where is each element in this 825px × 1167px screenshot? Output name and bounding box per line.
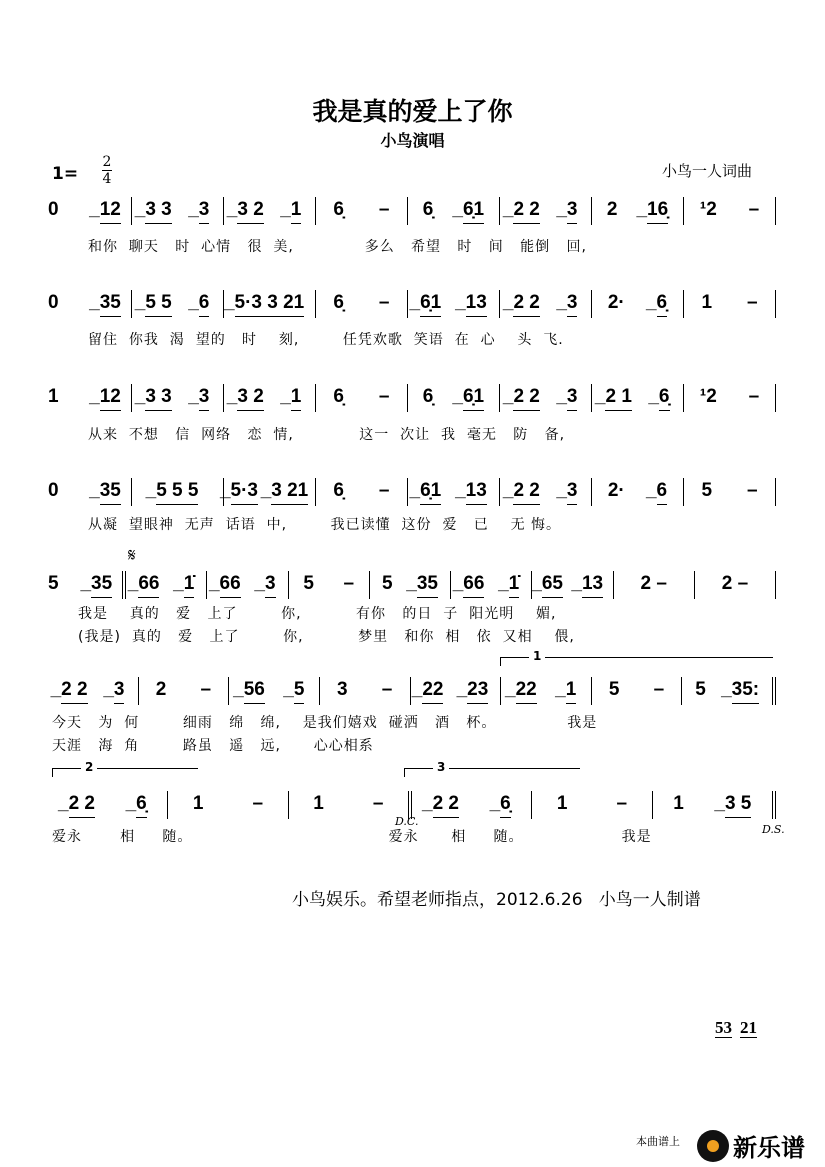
note-group: – (372, 793, 384, 814)
note-group: _5·3 (231, 480, 258, 505)
brand-name: 新乐谱 (733, 1134, 805, 1162)
measure (684, 478, 776, 506)
ending-group: 53 (715, 1018, 732, 1037)
measure (592, 384, 684, 412)
measure (48, 571, 126, 599)
note-group: – (343, 573, 355, 594)
footer-note: 小鸟娱乐。希望老师指点，2012.6.26 小鸟一人制谱 (292, 890, 701, 910)
measure (48, 290, 132, 318)
note-group: 1 (48, 386, 59, 407)
note-group: 2· (607, 480, 625, 501)
lyrics-line: 留住 你我 渴 望的 时 刻, 任凭欢歌 笑语 在 心 头 飞. (88, 332, 564, 348)
note-group: _6̣ (659, 386, 670, 411)
measure (320, 677, 411, 705)
measure (532, 571, 613, 599)
note-group: _1̇ (184, 573, 195, 598)
note-group: _3 21 (271, 480, 308, 505)
note-group: _3 (567, 199, 578, 224)
note-group: _35 (100, 480, 121, 505)
note-group: 3 (336, 679, 348, 700)
composer-credit: 小鸟一人词曲 (662, 162, 753, 180)
measure (695, 571, 776, 599)
volta-2 (52, 760, 198, 777)
note-group: 0 (48, 199, 59, 220)
note-group: 1 (313, 793, 324, 814)
measure (224, 197, 316, 225)
note-group: _3 (199, 386, 210, 411)
meter-top: 2 (102, 154, 112, 170)
note-group: 6̣ (333, 292, 344, 313)
measure (316, 478, 408, 506)
note-group: – (747, 292, 758, 313)
note-group: _6̣ (500, 793, 511, 818)
note-group: _6̣1 (420, 292, 441, 317)
note-group: 0 (48, 292, 59, 313)
note-group: _22 (422, 679, 443, 704)
note-group: _12 (100, 199, 121, 224)
note-group: 1 (556, 793, 568, 814)
note-group: _6 (657, 480, 668, 505)
measure (684, 197, 776, 225)
lyrics-line: (我是) 真的 爱 上了 你, 梦里 和你 相 依 又相 偎, (78, 629, 575, 645)
measure (592, 677, 683, 705)
note-group: _2 2 (513, 480, 539, 505)
note-group: _3 (567, 480, 578, 505)
staff-row (48, 677, 776, 705)
note-group: _2 2 (69, 793, 95, 818)
note-group: _1 (291, 199, 302, 224)
segno-sign: 𝄋 (128, 545, 136, 566)
note-group: _6 (199, 292, 210, 317)
measure (500, 290, 592, 318)
note-group: – (747, 480, 758, 501)
note-group: _2 2 (513, 386, 539, 411)
measure (316, 197, 408, 225)
performer: 小鸟演唱 (380, 131, 445, 150)
note-group: 1 (192, 793, 204, 814)
vinyl-record-icon (697, 1130, 729, 1162)
volta-3-label: 3 (433, 760, 449, 774)
measure (139, 677, 230, 705)
measure (411, 677, 502, 705)
measure (289, 791, 412, 819)
ending-notes (715, 1018, 765, 1038)
measure (682, 677, 776, 705)
note-group: – (252, 793, 264, 814)
note-group: 2 (155, 679, 167, 700)
staff-row (48, 571, 776, 599)
measure (289, 571, 370, 599)
note-group: _23 (467, 679, 488, 704)
lyrics-line: 天涯 海 角 路虽 遥 远, 心心相系 (52, 738, 374, 754)
note-group: – (616, 793, 628, 814)
measure (132, 478, 224, 506)
ending-group: 21 (740, 1018, 757, 1037)
measure (48, 677, 139, 705)
measure (48, 384, 132, 412)
volta-1-label: 1 (529, 649, 545, 663)
note-group: _2 2 (513, 199, 539, 224)
note-group: _2 2 (513, 292, 539, 317)
note-group: _5 (294, 679, 305, 704)
note-group: _3 3 (145, 386, 171, 411)
note-group: _3 (567, 292, 578, 317)
note-group: _1 (566, 679, 577, 704)
note-group: 2 – (721, 573, 749, 594)
measure (219, 478, 316, 506)
note-group: 5 (701, 480, 713, 501)
note-group: 5 (382, 573, 393, 594)
note-group: _6̣1 (463, 199, 484, 224)
note-group: _16̣ (647, 199, 668, 224)
measure (229, 677, 320, 705)
measure (316, 384, 408, 412)
brand-logo[interactable] (697, 1128, 805, 1163)
volta-1 (500, 649, 773, 666)
lyrics-line: 从来 不想 信 网络 恋 情, 这一 次让 我 毫无 防 备, (88, 427, 566, 443)
note-group: _35 (417, 573, 438, 598)
measure (592, 478, 684, 506)
note-group: 6̣ (333, 480, 344, 501)
measure (500, 197, 592, 225)
measure (614, 571, 695, 599)
dal-segno-mark: D.S. (762, 823, 785, 836)
song-title: 我是真的爱上了你 (312, 97, 513, 126)
note-group: 2 – (640, 573, 667, 594)
note-group: 1 (673, 793, 684, 814)
measure (224, 290, 316, 318)
note-group: 5 (303, 573, 314, 594)
note-group: – (653, 679, 665, 700)
note-group: _2 2 (433, 793, 459, 818)
measure (48, 791, 168, 819)
note-group: _3 (567, 386, 578, 411)
measure (451, 571, 532, 599)
measure (501, 677, 592, 705)
staff-row (48, 290, 776, 318)
note-group: ¹2 (699, 386, 717, 407)
note-group: – (378, 292, 390, 313)
measure (500, 478, 592, 506)
note-group: 5 (48, 573, 59, 594)
note-group: _2 2 (61, 679, 87, 704)
meter-bottom: 4 (102, 171, 112, 187)
measure (132, 384, 224, 412)
note-group: – (200, 679, 212, 700)
key-signature: 1= (52, 164, 79, 184)
note-group: _56 (244, 679, 265, 704)
measure (207, 571, 288, 599)
da-capo-mark: D.C. (395, 815, 419, 828)
note-group: _6̣1 (463, 386, 484, 411)
lyrics-line: 爱永 相 随。 爱永 相 随。 我是 (52, 829, 652, 845)
measure (132, 197, 224, 225)
note-group: _66 (463, 573, 484, 598)
note-group: _13 (466, 480, 487, 505)
note-group: _6̣ (657, 292, 668, 317)
measure (684, 384, 776, 412)
measure (408, 478, 500, 506)
note-group: 6̣ (422, 386, 434, 407)
note-group: _6̣ (136, 793, 147, 818)
note-group: – (381, 679, 393, 700)
brand-prefix: 本曲谱上 (636, 1135, 680, 1148)
note-group: _35 (100, 292, 121, 317)
note-group: _5 5 (145, 292, 171, 317)
note-group: 6̣ (333, 199, 344, 220)
measure (412, 791, 532, 819)
note-group: _3 2 (237, 386, 263, 411)
note-group: ¹2 (699, 199, 717, 220)
note-group: – (748, 386, 760, 407)
note-group: 2 (606, 199, 618, 220)
volta-2-label: 2 (81, 760, 97, 774)
volta-3 (404, 760, 580, 777)
time-signature (102, 154, 112, 187)
note-group: _12 (100, 386, 121, 411)
measure (48, 478, 132, 506)
note-group: _22 (516, 679, 537, 704)
note-group: 5 (608, 679, 620, 700)
note-group: 5 (695, 679, 706, 700)
staff-row (48, 384, 776, 412)
note-group: – (748, 199, 760, 220)
note-group: _1 (291, 386, 302, 411)
staff-row (48, 197, 776, 225)
measure (224, 384, 316, 412)
note-group: _66 (220, 573, 241, 598)
note-group: _3 3 (145, 199, 171, 224)
measure (408, 290, 500, 318)
lyrics-line: 和你 聊天 时 心情 很 美, 多么 希望 时 间 能倒 回, (88, 239, 587, 255)
note-group: _2 1 (605, 386, 631, 411)
note-group: _5·3 3 21 (235, 292, 305, 317)
measure (500, 384, 592, 412)
note-group: _3 (114, 679, 125, 704)
note-group: – (378, 199, 390, 220)
note-group: _66 (138, 573, 159, 598)
note-group: _13 (582, 573, 603, 598)
note-group: _35: (732, 679, 759, 704)
note-group: 1 (701, 292, 713, 313)
note-group: 6̣ (333, 386, 344, 407)
note-group: 6̣ (422, 199, 434, 220)
note-group: _3 (199, 199, 210, 224)
measure (48, 197, 132, 225)
lyrics-line: 从凝 望眼神 无声 话语 中, 我已读懂 这份 爱 已 无 悔。 (88, 517, 562, 533)
measure (532, 791, 652, 819)
lyrics-line: 我是 真的 爱 上了 你, 有你 的日 子 阳光明 媚, (78, 606, 557, 622)
measure (653, 791, 776, 819)
measure (592, 197, 684, 225)
measure (684, 290, 776, 318)
note-group: _13 (466, 292, 487, 317)
note-group: _1̇ (509, 573, 520, 598)
measure (408, 197, 500, 225)
measure (408, 384, 500, 412)
note-group: _5 5 5 (156, 480, 198, 505)
note-group: 2· (607, 292, 625, 313)
note-group: _3 2 (237, 199, 263, 224)
note-group: _6̣1 (420, 480, 441, 505)
note-group: – (378, 386, 390, 407)
measure (370, 571, 451, 599)
measure (132, 290, 224, 318)
lyrics-line: 今天 为 何 细雨 绵 绵, 是我们嬉戏 碰洒 酒 杯。 我是 (52, 715, 598, 731)
note-group: _65 (542, 573, 563, 598)
note-group: – (378, 480, 390, 501)
note-group: 0 (48, 480, 59, 501)
note-group: _35 (91, 573, 112, 598)
note-group: _3 (265, 573, 276, 598)
measure (316, 290, 408, 318)
note-group: _3 5 (725, 793, 751, 818)
measure (126, 571, 207, 599)
measure (592, 290, 684, 318)
staff-row (48, 478, 776, 506)
measure (168, 791, 288, 819)
